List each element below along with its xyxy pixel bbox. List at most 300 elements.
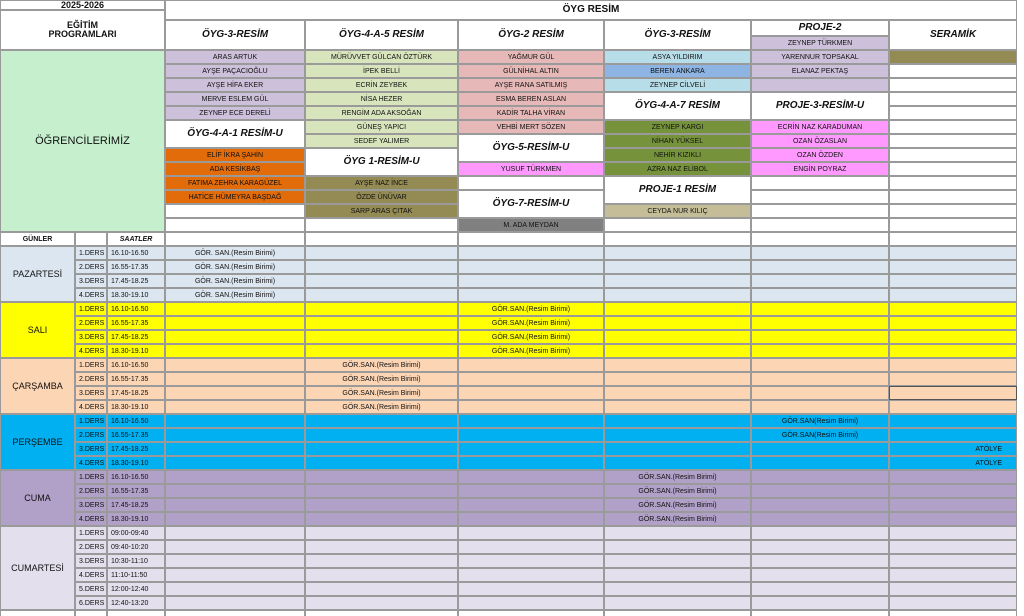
- lesson-number[interactable]: 3.DERS: [75, 330, 107, 344]
- schedule-cell[interactable]: [751, 274, 889, 288]
- group-header[interactable]: ÖYG-4-A-5 RESİM: [305, 20, 458, 50]
- student-cell[interactable]: HATİCE HÜMEYRA BAŞDAĞ: [165, 190, 305, 204]
- teacher-assignment[interactable]: GÖR. SAN.(Resim Birimi): [165, 274, 305, 288]
- empty-cell[interactable]: [889, 92, 1017, 106]
- lesson-time[interactable]: 16.10-16.50: [107, 414, 165, 428]
- lesson-time[interactable]: 16.55-17.35: [107, 372, 165, 386]
- teacher-assignment[interactable]: GÖR. SAN.(Resim Birimi): [165, 288, 305, 302]
- schedule-cell[interactable]: [458, 274, 604, 288]
- group-header[interactable]: ÖYG-3-RESİM: [604, 20, 751, 50]
- empty-cell[interactable]: [107, 610, 165, 616]
- student-cell[interactable]: SARP ARAS ÇITAK: [305, 204, 458, 218]
- student-cell[interactable]: ECRİN NAZ KARADUMAN: [751, 120, 889, 134]
- student-cell[interactable]: M. ADA MEYDAN: [458, 218, 604, 232]
- student-cell[interactable]: KADİR TALHA VİRAN: [458, 106, 604, 120]
- schedule-cell[interactable]: [305, 512, 458, 526]
- student-cell[interactable]: AYŞE RANA SATILMIŞ: [458, 78, 604, 92]
- day-label[interactable]: CUMA: [0, 470, 75, 526]
- student-cell[interactable]: İPEK BELLİ: [305, 64, 458, 78]
- lesson-number[interactable]: 2.DERS: [75, 316, 107, 330]
- student-cell[interactable]: NEHİR KIZIKLI: [604, 148, 751, 162]
- day-label[interactable]: CUMARTESİ: [0, 526, 75, 610]
- group-header[interactable]: ÖYG 1-RESİM-U: [305, 148, 458, 176]
- student-cell[interactable]: YARENNUR TOPSAKAL: [751, 50, 889, 64]
- hours-header[interactable]: SAATLER: [107, 232, 165, 246]
- schedule-cell[interactable]: [305, 484, 458, 498]
- schedule-cell[interactable]: [165, 470, 305, 484]
- empty-cell[interactable]: [889, 64, 1017, 78]
- student-cell[interactable]: ARAS ARTUK: [165, 50, 305, 64]
- lesson-time[interactable]: 17.45-18.25: [107, 330, 165, 344]
- schedule-cell[interactable]: [889, 484, 1017, 498]
- empty-cell[interactable]: [751, 218, 889, 232]
- lesson-time[interactable]: 16.55-17.35: [107, 484, 165, 498]
- lesson-number[interactable]: 2.DERS: [75, 372, 107, 386]
- group-header[interactable]: ÖYG-5-RESİM-U: [458, 134, 604, 162]
- empty-cell[interactable]: [889, 176, 1017, 190]
- schedule-cell[interactable]: [305, 302, 458, 316]
- schedule-cell[interactable]: [604, 526, 751, 540]
- student-cell[interactable]: RENGİM ADA AKSOĞAN: [305, 106, 458, 120]
- schedule-cell[interactable]: [751, 582, 889, 596]
- lesson-number[interactable]: 4.DERS: [75, 288, 107, 302]
- schedule-cell[interactable]: [889, 512, 1017, 526]
- schedule-cell[interactable]: [604, 260, 751, 274]
- lesson-number[interactable]: 3.DERS: [75, 554, 107, 568]
- lesson-number[interactable]: 4.DERS: [75, 512, 107, 526]
- teacher-assignment[interactable]: GÖR.SAN.(Resim Birimi): [604, 484, 751, 498]
- schedule-cell[interactable]: [751, 358, 889, 372]
- lesson-time[interactable]: 11:10-11:50: [107, 568, 165, 582]
- student-cell[interactable]: YUSUF TÜRKMEN: [458, 162, 604, 176]
- schedule-cell[interactable]: [889, 428, 1017, 442]
- group-header[interactable]: PROJE-1 RESİM: [604, 176, 751, 204]
- lesson-number[interactable]: 1.DERS: [75, 302, 107, 316]
- lesson-time[interactable]: 16.10-16.50: [107, 246, 165, 260]
- schedule-cell[interactable]: [604, 442, 751, 456]
- teacher-assignment[interactable]: GÖR.SAN.(Resim Birimi): [604, 512, 751, 526]
- student-cell[interactable]: GÜNEŞ YAPICI: [305, 120, 458, 134]
- schedule-cell[interactable]: [751, 400, 889, 414]
- teacher-assignment[interactable]: GÖR. SAN.(Resim Birimi): [165, 246, 305, 260]
- schedule-cell[interactable]: [305, 344, 458, 358]
- student-cell[interactable]: ELİF İKRA ŞAHİN: [165, 148, 305, 162]
- lesson-number[interactable]: 2.DERS: [75, 540, 107, 554]
- schedule-cell[interactable]: [751, 484, 889, 498]
- teacher-assignment[interactable]: GÖR.SAN.(Resim Birimi): [604, 498, 751, 512]
- student-cell[interactable]: ZEYNEP ECE DERELİ: [165, 106, 305, 120]
- lesson-number[interactable]: 4.DERS: [75, 456, 107, 470]
- schedule-cell[interactable]: [458, 358, 604, 372]
- schedule-cell[interactable]: [751, 260, 889, 274]
- schedule-cell[interactable]: [305, 288, 458, 302]
- teacher-assignment[interactable]: GÖR.SAN.(Resim Birimi): [458, 316, 604, 330]
- schedule-cell[interactable]: [458, 246, 604, 260]
- schedule-cell[interactable]: [604, 372, 751, 386]
- schedule-cell[interactable]: [165, 540, 305, 554]
- schedule-cell[interactable]: [165, 484, 305, 498]
- lesson-time[interactable]: 16.10-16.50: [107, 358, 165, 372]
- schedule-cell[interactable]: [458, 456, 604, 470]
- schedule-cell[interactable]: [889, 414, 1017, 428]
- schedule-cell[interactable]: [458, 372, 604, 386]
- schedule-cell[interactable]: [305, 540, 458, 554]
- teacher-assignment[interactable]: GÖR.SAN.(Resim Birimi): [604, 470, 751, 484]
- lesson-time[interactable]: 12:00-12:40: [107, 582, 165, 596]
- lesson-number[interactable]: 4.DERS: [75, 568, 107, 582]
- schedule-cell[interactable]: [889, 358, 1017, 372]
- schedule-cell[interactable]: [889, 526, 1017, 540]
- empty-cell[interactable]: [889, 610, 1017, 616]
- student-cell[interactable]: AYŞE HİFA EKER: [165, 78, 305, 92]
- day-label[interactable]: PAZARTESİ: [0, 246, 75, 302]
- schedule-cell[interactable]: [165, 414, 305, 428]
- schedule-cell[interactable]: [458, 386, 604, 400]
- schedule-cell[interactable]: [458, 512, 604, 526]
- group-header[interactable]: ÖYG-4-A-1 RESİM-U: [165, 120, 305, 148]
- student-cell[interactable]: ENGİN POYRAZ: [751, 162, 889, 176]
- schedule-cell[interactable]: [604, 400, 751, 414]
- schedule-cell[interactable]: [751, 554, 889, 568]
- empty-cell[interactable]: [165, 218, 305, 232]
- empty-cell[interactable]: [751, 176, 889, 190]
- schedule-cell[interactable]: [751, 498, 889, 512]
- empty-cell[interactable]: [305, 232, 458, 246]
- schedule-cell[interactable]: [165, 582, 305, 596]
- schedule-cell[interactable]: [751, 330, 889, 344]
- teacher-assignment[interactable]: GÖR.SAN(Resim Birimi): [751, 414, 889, 428]
- student-cell[interactable]: ZEYNEP KARGI: [604, 120, 751, 134]
- schedule-cell[interactable]: [305, 330, 458, 344]
- schedule-cell[interactable]: [458, 498, 604, 512]
- empty-cell[interactable]: [75, 610, 107, 616]
- empty-cell[interactable]: [889, 162, 1017, 176]
- empty-cell[interactable]: [889, 134, 1017, 148]
- empty-cell[interactable]: [889, 120, 1017, 134]
- schedule-cell[interactable]: [604, 554, 751, 568]
- schedule-cell[interactable]: [165, 302, 305, 316]
- teacher-assignment[interactable]: ATÖLYE: [889, 442, 1017, 456]
- empty-cell[interactable]: [305, 610, 458, 616]
- empty-cell[interactable]: [305, 218, 458, 232]
- lesson-time[interactable]: 17.45-18.25: [107, 386, 165, 400]
- student-cell[interactable]: ADA KESİKBAŞ: [165, 162, 305, 176]
- schedule-cell[interactable]: [604, 386, 751, 400]
- empty-cell[interactable]: [889, 190, 1017, 204]
- schedule-cell[interactable]: [305, 554, 458, 568]
- schedule-cell[interactable]: [889, 246, 1017, 260]
- empty-cell[interactable]: [604, 610, 751, 616]
- schedule-cell[interactable]: [165, 372, 305, 386]
- lesson-time[interactable]: 17.45-18.25: [107, 498, 165, 512]
- schedule-cell[interactable]: [305, 596, 458, 610]
- schedule-cell[interactable]: [751, 526, 889, 540]
- schedule-cell[interactable]: [751, 386, 889, 400]
- lesson-time[interactable]: 18.30-19.10: [107, 456, 165, 470]
- schedule-cell[interactable]: [751, 596, 889, 610]
- schedule-cell[interactable]: [604, 316, 751, 330]
- schedule-cell[interactable]: [165, 428, 305, 442]
- student-cell[interactable]: AYŞE NAZ İNCE: [305, 176, 458, 190]
- schedule-cell[interactable]: [458, 260, 604, 274]
- lesson-number[interactable]: 3.DERS: [75, 442, 107, 456]
- empty-cell[interactable]: [889, 148, 1017, 162]
- schedule-cell[interactable]: [751, 456, 889, 470]
- lesson-time[interactable]: 12:40-13:20: [107, 596, 165, 610]
- schedule-cell[interactable]: [165, 526, 305, 540]
- teacher-assignment[interactable]: GÖR.SAN.(Resim Birimi): [305, 372, 458, 386]
- day-label[interactable]: PERŞEMBE: [0, 414, 75, 470]
- schedule-cell[interactable]: [604, 428, 751, 442]
- schedule-cell[interactable]: [305, 428, 458, 442]
- student-cell[interactable]: AZRA NAZ ELİBOL: [604, 162, 751, 176]
- empty-cell[interactable]: [75, 232, 107, 246]
- lesson-time[interactable]: 16.55-17.35: [107, 260, 165, 274]
- lesson-number[interactable]: 1.DERS: [75, 246, 107, 260]
- lesson-number[interactable]: 5.DERS: [75, 582, 107, 596]
- lesson-number[interactable]: 3.DERS: [75, 386, 107, 400]
- days-header[interactable]: GÜNLER: [0, 232, 75, 246]
- schedule-cell[interactable]: [458, 596, 604, 610]
- schedule-cell[interactable]: [889, 568, 1017, 582]
- schedule-cell[interactable]: [458, 540, 604, 554]
- main-title[interactable]: ÖYG RESİM: [165, 0, 1017, 20]
- schedule-cell[interactable]: [751, 288, 889, 302]
- schedule-cell[interactable]: [165, 400, 305, 414]
- student-cell[interactable]: MERVE ESLEM GÜL: [165, 92, 305, 106]
- lesson-time[interactable]: 16.55-17.35: [107, 316, 165, 330]
- lesson-number[interactable]: 1.DERS: [75, 470, 107, 484]
- schedule-cell[interactable]: [604, 540, 751, 554]
- schedule-cell[interactable]: [305, 456, 458, 470]
- schedule-cell[interactable]: [305, 414, 458, 428]
- group-header[interactable]: SERAMİK: [889, 20, 1017, 50]
- lesson-time[interactable]: 18.30-19.10: [107, 344, 165, 358]
- schedule-cell[interactable]: [305, 316, 458, 330]
- schedule-cell[interactable]: [165, 316, 305, 330]
- lesson-time[interactable]: 09:40-10:20: [107, 540, 165, 554]
- schedule-cell[interactable]: [458, 470, 604, 484]
- schedule-cell[interactable]: [604, 302, 751, 316]
- teacher-assignment[interactable]: GÖR.SAN.(Resim Birimi): [305, 358, 458, 372]
- schedule-cell[interactable]: [889, 540, 1017, 554]
- schedule-cell[interactable]: [889, 372, 1017, 386]
- student-cell[interactable]: YAĞMUR GÜL: [458, 50, 604, 64]
- schedule-cell[interactable]: [751, 344, 889, 358]
- lesson-time[interactable]: 16.10-16.50: [107, 302, 165, 316]
- group-header[interactable]: PROJE-3-RESİM-U: [751, 92, 889, 120]
- teacher-assignment[interactable]: ATÖLYE: [889, 456, 1017, 470]
- schedule-cell[interactable]: [305, 442, 458, 456]
- schedule-cell[interactable]: [458, 414, 604, 428]
- lesson-time[interactable]: 16.10-16.50: [107, 470, 165, 484]
- schedule-cell[interactable]: [458, 554, 604, 568]
- lesson-number[interactable]: 2.DERS: [75, 428, 107, 442]
- schedule-cell[interactable]: [604, 568, 751, 582]
- student-cell[interactable]: GÜLNİHAL ALTIN: [458, 64, 604, 78]
- empty-cell[interactable]: [751, 610, 889, 616]
- schedule-cell[interactable]: [165, 358, 305, 372]
- schedule-cell[interactable]: [458, 582, 604, 596]
- empty-cell[interactable]: [604, 218, 751, 232]
- schedule-cell[interactable]: [751, 246, 889, 260]
- empty-cell[interactable]: [165, 610, 305, 616]
- program-title[interactable]: EĞİTİM PROGRAMLARI: [0, 10, 165, 50]
- schedule-cell[interactable]: [165, 596, 305, 610]
- schedule-cell[interactable]: [889, 344, 1017, 358]
- schedule-cell[interactable]: [305, 498, 458, 512]
- student-cell[interactable]: NİSA HEZER: [305, 92, 458, 106]
- schedule-cell[interactable]: [458, 428, 604, 442]
- schedule-cell[interactable]: [889, 386, 1017, 400]
- schedule-cell[interactable]: [604, 246, 751, 260]
- schedule-cell[interactable]: [604, 414, 751, 428]
- teacher-assignment[interactable]: GÖR.SAN.(Resim Birimi): [458, 330, 604, 344]
- empty-cell[interactable]: [458, 610, 604, 616]
- empty-cell[interactable]: [604, 232, 751, 246]
- student-cell[interactable]: NİHAN YÜKSEL: [604, 134, 751, 148]
- schedule-cell[interactable]: [751, 512, 889, 526]
- student-cell[interactable]: ÖZDE ÜNÜVAR: [305, 190, 458, 204]
- schedule-cell[interactable]: [165, 568, 305, 582]
- student-cell[interactable]: ESMA BEREN ASLAN: [458, 92, 604, 106]
- schedule-cell[interactable]: [889, 400, 1017, 414]
- schedule-cell[interactable]: [305, 526, 458, 540]
- schedule-cell[interactable]: [165, 442, 305, 456]
- teacher-assignment[interactable]: GÖR.SAN.(Resim Birimi): [305, 386, 458, 400]
- schedule-cell[interactable]: [458, 442, 604, 456]
- teacher-assignment[interactable]: GÖR.SAN.(Resim Birimi): [458, 344, 604, 358]
- schedule-cell[interactable]: [458, 484, 604, 498]
- empty-cell[interactable]: [458, 176, 604, 190]
- schedule-cell[interactable]: [458, 288, 604, 302]
- empty-cell[interactable]: [165, 204, 305, 218]
- schedule-cell[interactable]: [889, 582, 1017, 596]
- schedule-cell[interactable]: [305, 246, 458, 260]
- empty-cell[interactable]: [889, 78, 1017, 92]
- schedule-cell[interactable]: [889, 498, 1017, 512]
- empty-cell[interactable]: [889, 218, 1017, 232]
- schedule-cell[interactable]: [604, 344, 751, 358]
- schedule-cell[interactable]: [305, 260, 458, 274]
- schedule-cell[interactable]: [751, 302, 889, 316]
- schedule-cell[interactable]: [751, 540, 889, 554]
- day-label[interactable]: SALI: [0, 302, 75, 358]
- lesson-time[interactable]: 18.30-19.10: [107, 288, 165, 302]
- schedule-cell[interactable]: [458, 400, 604, 414]
- lesson-number[interactable]: 3.DERS: [75, 274, 107, 288]
- schedule-cell[interactable]: [889, 302, 1017, 316]
- student-cell[interactable]: ELANAZ PEKTAŞ: [751, 64, 889, 78]
- schedule-cell[interactable]: [604, 358, 751, 372]
- empty-cell[interactable]: [889, 50, 1017, 64]
- schedule-cell[interactable]: [604, 274, 751, 288]
- year-label[interactable]: 2025-2026: [0, 0, 165, 10]
- day-label[interactable]: ÇARŞAMBA: [0, 358, 75, 414]
- schedule-cell[interactable]: [889, 596, 1017, 610]
- schedule-cell[interactable]: [165, 386, 305, 400]
- empty-cell[interactable]: [889, 232, 1017, 246]
- group-header[interactable]: ÖYG-2 RESİM: [458, 20, 604, 50]
- student-cell[interactable]: MÜRÜVVET GÜLCAN ÖZTÜRK: [305, 50, 458, 64]
- schedule-cell[interactable]: [604, 330, 751, 344]
- schedule-cell[interactable]: [165, 456, 305, 470]
- schedule-cell[interactable]: [604, 582, 751, 596]
- lesson-number[interactable]: 4.DERS: [75, 400, 107, 414]
- schedule-cell[interactable]: [751, 470, 889, 484]
- schedule-cell[interactable]: [889, 330, 1017, 344]
- schedule-cell[interactable]: [889, 554, 1017, 568]
- group-header[interactable]: ÖYG-3-RESİM: [165, 20, 305, 50]
- schedule-cell[interactable]: [305, 582, 458, 596]
- empty-cell[interactable]: [458, 232, 604, 246]
- schedule-cell[interactable]: [889, 316, 1017, 330]
- students-label[interactable]: ÖĞRENCİLERİMİZ: [0, 50, 165, 232]
- schedule-cell[interactable]: [165, 554, 305, 568]
- schedule-cell[interactable]: [604, 456, 751, 470]
- teacher-assignment[interactable]: GÖR.SAN(Resim Birimi): [751, 428, 889, 442]
- lesson-number[interactable]: 2.DERS: [75, 484, 107, 498]
- lesson-number[interactable]: 1.DERS: [75, 414, 107, 428]
- schedule-cell[interactable]: [305, 274, 458, 288]
- empty-cell[interactable]: [751, 204, 889, 218]
- schedule-cell[interactable]: [751, 372, 889, 386]
- lesson-time[interactable]: 18.30-19.10: [107, 512, 165, 526]
- lesson-number[interactable]: 2.DERS: [75, 260, 107, 274]
- lesson-number[interactable]: 3.DERS: [75, 498, 107, 512]
- schedule-cell[interactable]: [889, 288, 1017, 302]
- teacher-assignment[interactable]: GÖR.SAN.(Resim Birimi): [305, 400, 458, 414]
- schedule-cell[interactable]: [165, 344, 305, 358]
- schedule-cell[interactable]: [165, 512, 305, 526]
- student-cell[interactable]: FATIMA ZEHRA KARAGÜZEL: [165, 176, 305, 190]
- student-cell[interactable]: ECRİN ZEYBEK: [305, 78, 458, 92]
- lesson-number[interactable]: 6.DERS: [75, 596, 107, 610]
- schedule-cell[interactable]: [889, 274, 1017, 288]
- student-cell[interactable]: BEREN ANKARA: [604, 64, 751, 78]
- schedule-cell[interactable]: [751, 442, 889, 456]
- lesson-time[interactable]: 10:30-11:10: [107, 554, 165, 568]
- schedule-cell[interactable]: [165, 498, 305, 512]
- schedule-cell[interactable]: [165, 330, 305, 344]
- lesson-time[interactable]: 09:00-09:40: [107, 526, 165, 540]
- schedule-cell[interactable]: [458, 568, 604, 582]
- schedule-cell[interactable]: [604, 288, 751, 302]
- lesson-number[interactable]: 1.DERS: [75, 358, 107, 372]
- student-cell[interactable]: CEYDA NUR KILIÇ: [604, 204, 751, 218]
- group-header[interactable]: PROJE-2: [751, 20, 889, 36]
- lesson-number[interactable]: 4.DERS: [75, 344, 107, 358]
- empty-cell[interactable]: [889, 204, 1017, 218]
- student-cell[interactable]: ZEYNEP TÜRKMEN: [751, 36, 889, 50]
- lesson-number[interactable]: 1.DERS: [75, 526, 107, 540]
- empty-cell[interactable]: [751, 78, 889, 92]
- teacher-assignment[interactable]: GÖR.SAN.(Resim Birimi): [458, 302, 604, 316]
- lesson-time[interactable]: 16.55-17.35: [107, 428, 165, 442]
- schedule-cell[interactable]: [889, 470, 1017, 484]
- lesson-time[interactable]: 17.45-18.25: [107, 442, 165, 456]
- lesson-time[interactable]: 18.30-19.10: [107, 400, 165, 414]
- lesson-time[interactable]: 17.45-18.25: [107, 274, 165, 288]
- schedule-cell[interactable]: [305, 470, 458, 484]
- group-header[interactable]: ÖYG-4-A-7 RESİM: [604, 92, 751, 120]
- schedule-cell[interactable]: [458, 526, 604, 540]
- empty-cell[interactable]: [751, 232, 889, 246]
- empty-cell[interactable]: [751, 190, 889, 204]
- empty-cell[interactable]: [165, 232, 305, 246]
- student-cell[interactable]: ASYA YILDIRIM: [604, 50, 751, 64]
- student-cell[interactable]: OZAN ÖZASLAN: [751, 134, 889, 148]
